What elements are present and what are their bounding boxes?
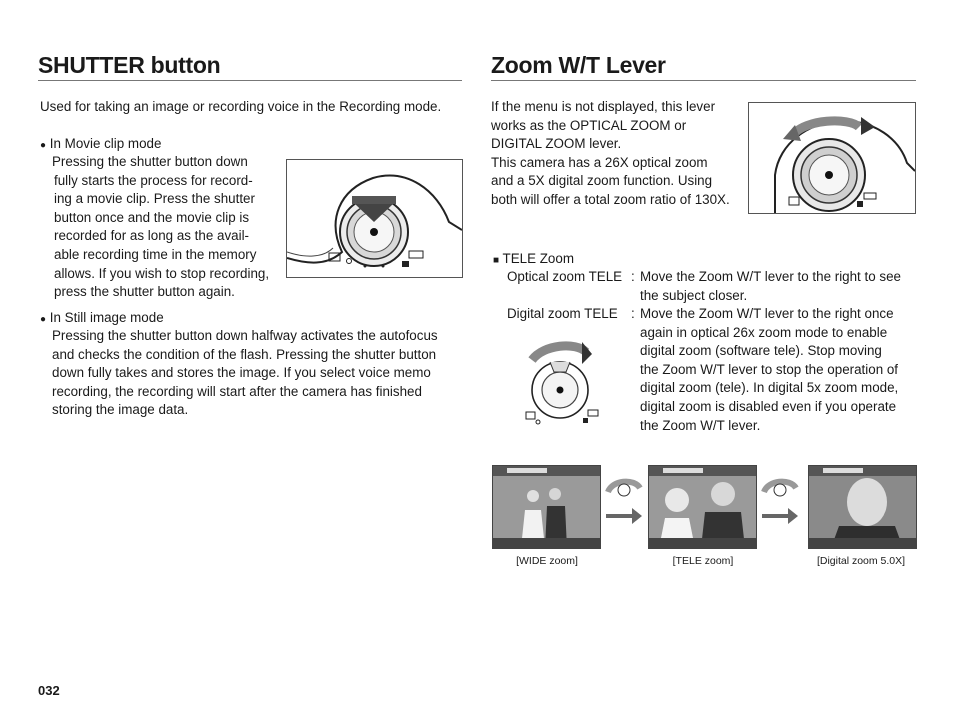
wide-zoom-screen (492, 465, 601, 549)
wide-zoom-photo (493, 466, 600, 548)
caption-wide: [WIDE zoom] (516, 555, 578, 567)
movie-line: ing a movie clip. Press the shutter (54, 191, 255, 207)
zoom-intro-line: and a 5X digital zoom function. Using (491, 173, 713, 189)
movie-line: allows. If you wish to stop recording, (54, 265, 270, 281)
digital-zoom-photo (809, 466, 916, 548)
arrow-right-icon (760, 474, 800, 524)
optical-tele-colon: : (631, 269, 635, 284)
optical-tele-label: Optical zoom TELE (507, 269, 623, 284)
movie-line: Pressing the shutter button down (52, 154, 248, 169)
zoom-intro-line: This camera has a 26X optical zoom (491, 154, 708, 170)
digital-line: the Zoom W/T lever to stop the operation of (640, 361, 899, 377)
tele-zoom-photo (649, 466, 756, 548)
movie-line: button once and the movie clip is (54, 209, 250, 225)
shutter-button-figure (286, 159, 463, 278)
zoom-intro-line: If the menu is not displayed, this lever (491, 99, 716, 114)
title-rule-right (491, 80, 916, 81)
digital-line: digital zoom (software tele). Stop moving (640, 343, 882, 359)
digital-line: the Zoom W/T lever. (640, 417, 761, 433)
digital-line: Move the Zoom W/T lever to the right once (640, 306, 894, 321)
title-rule-left (38, 80, 462, 81)
zoom-intro (491, 98, 730, 210)
zoom-intro-line: works as the OPTICAL ZOOM or (491, 117, 687, 133)
movie-heading-text: In Movie clip mode (49, 136, 162, 151)
still-line: recording, the recording will start after the camera has finished (52, 383, 422, 399)
optical-line: the subject closer. (640, 287, 748, 303)
digital-tele-colon: : (631, 306, 635, 321)
digital-line: digital zoom is disabled even if you operate (640, 398, 897, 414)
digital-line: digital zoom (tele). In digital 5x zoom mode, (640, 380, 899, 396)
bullet-icon: ● (40, 314, 47, 325)
movie-line: fully starts the process for record- (54, 172, 253, 188)
still-body (52, 327, 438, 420)
movie-body (52, 153, 269, 302)
zoom-arrow-1 (604, 474, 644, 524)
bullet-icon: ● (40, 140, 47, 151)
still-heading-text: In Still image mode (49, 310, 164, 325)
shutter-button-illustration (287, 160, 462, 277)
still-line: and checks the condition of the flash. Pressing the shutter button (52, 346, 437, 362)
caption-digital: [Digital zoom 5.0X] (816, 555, 906, 567)
zoom-title: Zoom W/T Lever (491, 52, 666, 78)
still-line: Pressing the shutter button down halfway activates the autofocus (52, 328, 438, 343)
zoom-intro-line: DIGITAL ZOOM lever. (491, 136, 622, 152)
square-bullet-icon: ■ (493, 255, 500, 266)
digital-zoom-screen (808, 465, 917, 549)
zoom-dial-figure (520, 338, 602, 430)
digital-tele-body (640, 305, 898, 435)
optical-line: Move the Zoom W/T lever to the right to see (640, 269, 901, 284)
zoom-dial-illustration (520, 338, 602, 430)
still-line: storing the image data. (52, 402, 189, 418)
zoom-arrow-2 (760, 474, 800, 524)
tele-heading-text: TELE Zoom (502, 251, 574, 266)
tele-zoom-screen (648, 465, 757, 549)
shutter-intro: Used for taking an image or recording voice in the Recording mode. (40, 99, 442, 114)
shutter-title: SHUTTER button (38, 52, 221, 78)
still-line: down fully takes and stores the image. If you select voice memo (52, 365, 431, 381)
zoom-lever-illustration (749, 103, 915, 213)
movie-line: able recording time in the memory (54, 246, 257, 262)
zoom-intro-line: both will offer a total zoom ratio of 130X. (491, 191, 730, 207)
movie-line: recorded for as long as the avail- (54, 228, 250, 244)
arrow-right-icon (604, 474, 644, 524)
optical-tele-body (640, 268, 901, 305)
digital-tele-label: Digital zoom TELE (507, 306, 618, 321)
zoom-lever-figure (748, 102, 916, 214)
movie-line: press the shutter button again. (54, 284, 235, 300)
page-number: 032 (38, 683, 60, 698)
caption-tele: [TELE zoom] (672, 555, 734, 567)
digital-line: again in optical 26x zoom mode to enable (640, 324, 888, 340)
